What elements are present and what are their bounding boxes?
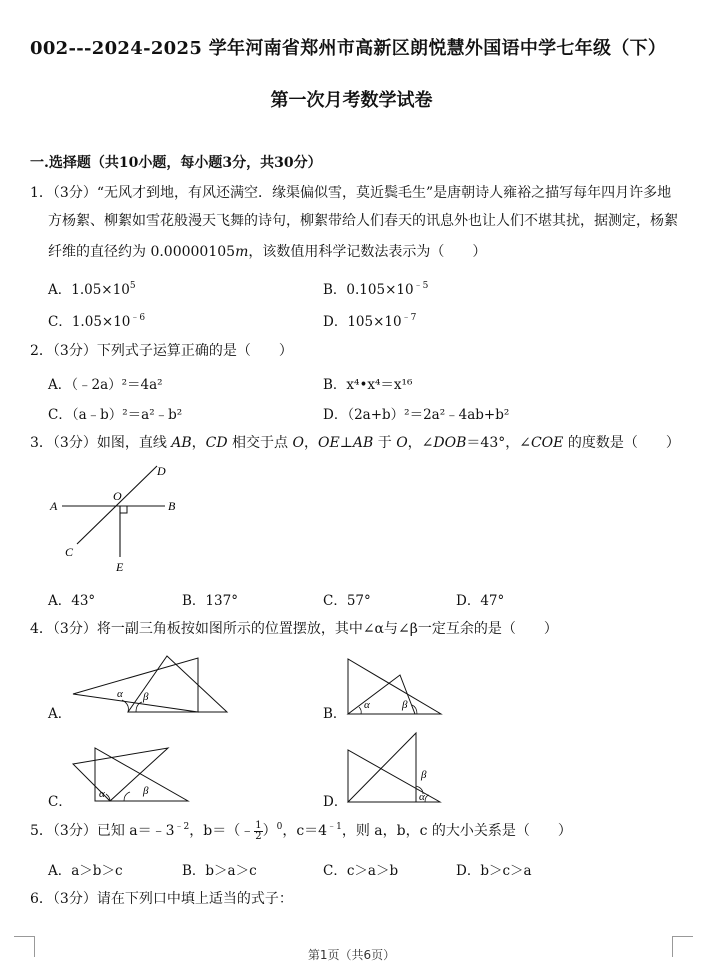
exam-title-line1: 002---2024-2025 学年河南省郑州市高新区朗悦慧外国语中学七年级（下） [30,38,667,59]
q4d-beta-label: β [421,769,427,781]
q2-option-a[interactable]: A．（﹣2a）²＝4a² [48,377,163,393]
q5-option-a[interactable]: A．a＞b＞c [48,863,123,879]
q6-stem: 6．（3分）请在下列口中填上适当的式子： [30,891,293,907]
q4-stem: 4．（3分）将一副三角板按如图所示的位置摆放，其中∠α与∠β一定互余的是（ ） [30,621,558,637]
label-d: D [157,464,166,478]
label-a: A [50,499,58,513]
q4c-beta-label: β [143,785,149,797]
q3-figure [40,460,190,580]
exam-title-line2: 第一次月考数学试卷 [270,90,433,111]
q2-option-b[interactable]: B．x⁴•x⁴＝x¹⁶ [323,377,413,393]
label-b: B [168,499,176,513]
q2-option-d[interactable]: D．（2a+b）²＝2a²﹣4ab+b² [323,407,510,423]
q4a-alpha-label: α [117,688,123,700]
q4b-alpha-label: α [364,699,370,711]
label-c: C [65,545,74,559]
q4d-alpha-label: α [419,791,425,803]
q3-option-c[interactable]: C．57° [323,593,371,609]
right-angle-mark [120,506,127,513]
q4c-alpha-label: α [99,788,105,800]
q1-line2: 方杨絮、柳絮如雪花般漫天飞舞的诗句，柳絮带给人们春天的讯息外也让人们不堪其扰，据测定，杨絮 [48,213,678,229]
q3-option-d[interactable]: D．47° [456,593,505,609]
q2-option-c[interactable]: C．（a﹣b）²＝a²﹣b² [48,407,183,423]
label-e: E [116,560,124,574]
q4-figure-b [345,655,445,717]
q5-option-c[interactable]: C．c＞a＞b [323,863,399,879]
q4-figure-a [70,652,235,722]
q1-option-c[interactable]: C．$1.05\times 10^{﹣6}$ [48,313,146,330]
q4b-beta-label: β [402,699,408,711]
q1-option-d[interactable]: D．$105\times 10^{﹣7}$ [323,313,417,330]
q5-option-b[interactable]: B．b＞a＞c [182,863,257,879]
q3-option-b[interactable]: B．137° [182,593,238,609]
section-heading: 一.选择题（共10小题，每小题3分，共30分） [30,155,322,171]
line-cd [77,466,157,544]
q1-option-b[interactable]: B．$0.105\times 10^{﹣5}$ [323,281,429,298]
q1-option-a[interactable]: A．$1.05\times 10^5$ [48,281,136,298]
q4-figure-c [70,742,195,804]
q1-line1: 1．（3分）“无风才到地，有风还满空．缘渠偏似雪，莫近鬓毛生”是唐朝诗人雍裕之描写每年四月许多地 [30,185,672,201]
fraction-one-half: $\frac{1}{2}$ [255,819,262,842]
label-o: O [113,489,122,503]
q3-stem: 3．（3分）如图，直线 AB，CD 相交于点 O，OE⊥AB 于 O，∠DOB＝43°，∠COE 的度数是（ ） [30,435,680,451]
q4a-beta-label: β [143,691,149,703]
q4-option-c[interactable]: C． [48,794,72,810]
q5-stem: 5．（3分）已知 $a=﹣3^{﹣2}$，b＝（﹣ $\frac{1}{2}$ ）$^0$，$c=4^{﹣1}$，则 a，b，c 的大小关系是（ ） [30,819,572,842]
q2-stem: 2．（3分）下列式子运算正确的是（ ） [30,343,293,359]
q4-option-d[interactable]: D． [323,794,348,810]
q4-option-b[interactable]: B． [323,706,347,722]
q4-option-a[interactable]: A． [48,706,72,722]
q5-option-d[interactable]: D．b＞c＞a [456,863,532,879]
q1-line3: 纤维的直径约为 0.00000105m，该数值用科学记数法表示为（ ） [48,244,487,260]
page-footer: 第1页（共6页） [307,948,396,962]
q3-option-a[interactable]: A．43° [48,593,96,609]
q4-figure-d [345,730,445,805]
